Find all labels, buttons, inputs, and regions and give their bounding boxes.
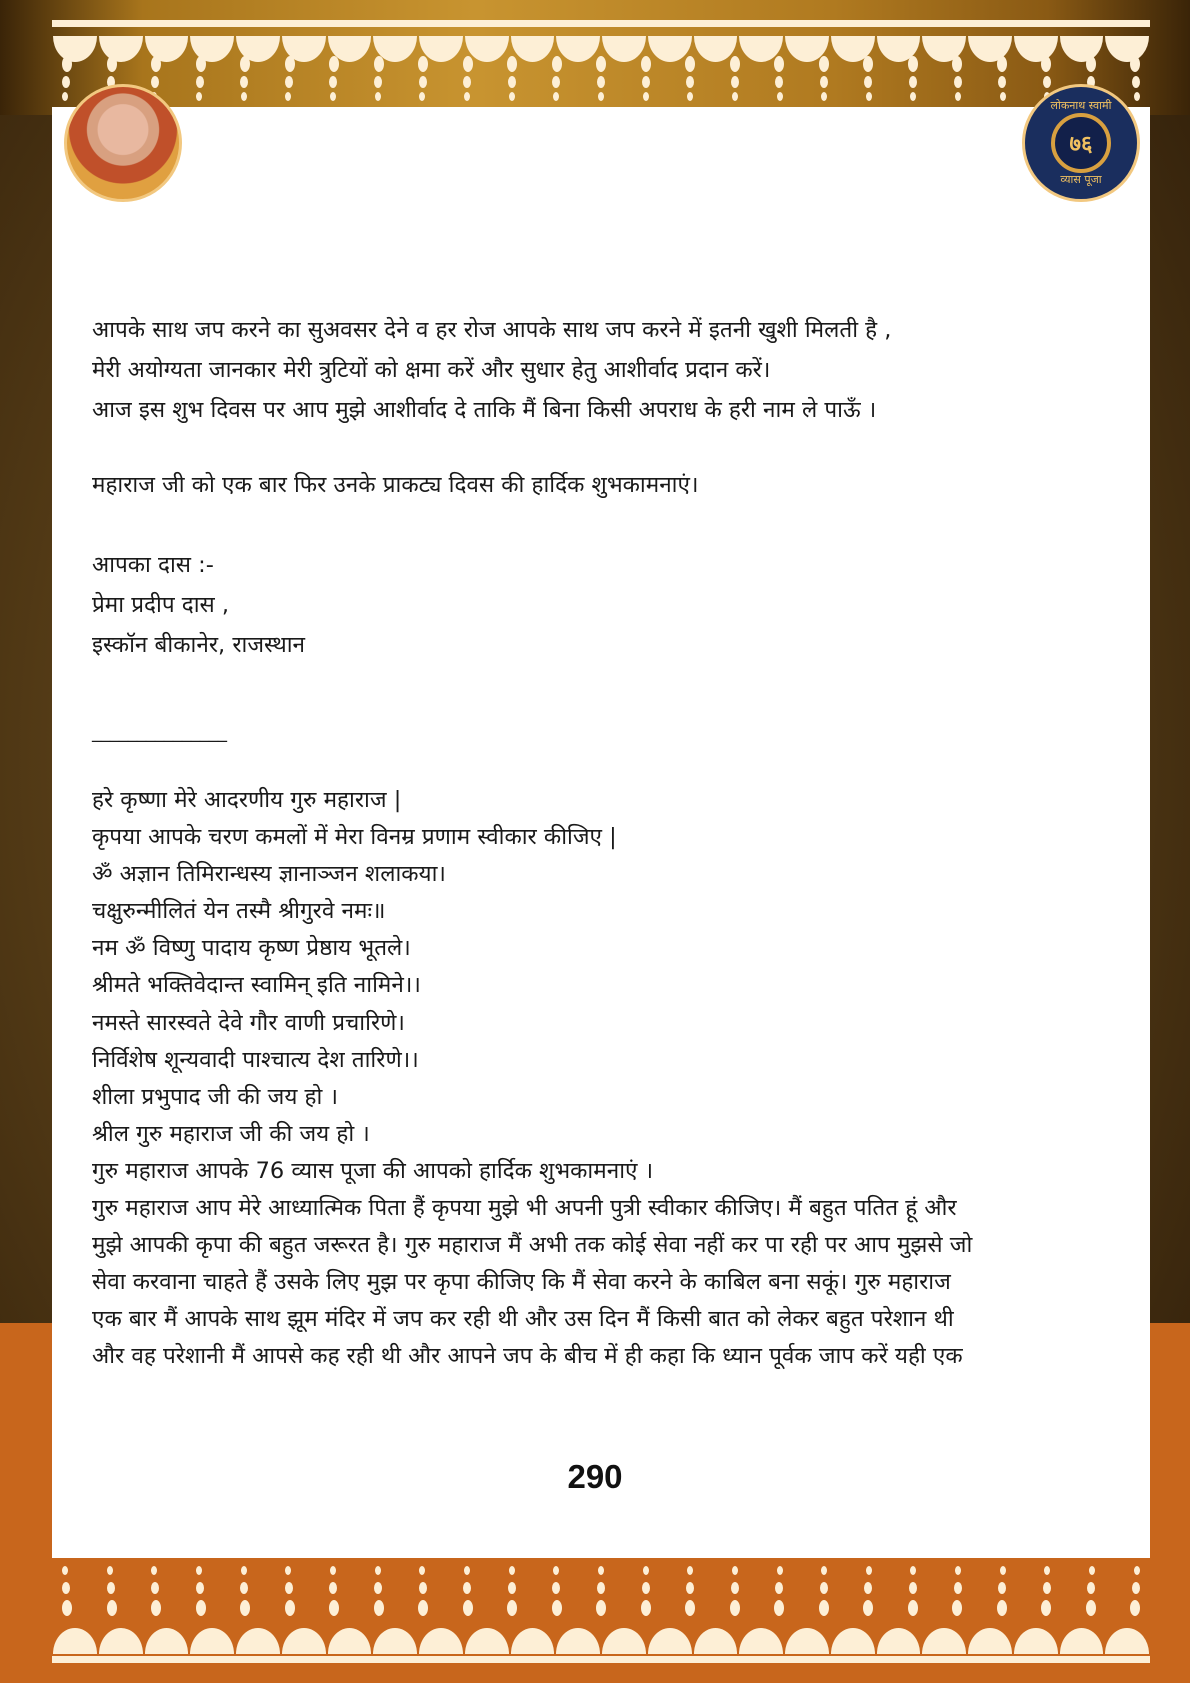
vyasa-puja-76-logo <box>1022 84 1140 202</box>
dot <box>732 1566 738 1575</box>
scallop <box>373 1628 417 1654</box>
letter1-signature <box>92 545 305 665</box>
dot <box>1087 1582 1095 1594</box>
dot <box>1130 1600 1140 1616</box>
dot <box>509 1566 515 1575</box>
top-dots-row <box>52 56 1150 72</box>
scallop <box>877 1628 921 1654</box>
dot <box>730 1600 740 1616</box>
dot <box>1132 1582 1140 1594</box>
dot <box>329 1600 339 1616</box>
scallop <box>602 1628 646 1654</box>
scallop <box>328 1628 372 1654</box>
dot <box>596 56 606 72</box>
dot <box>863 1600 873 1616</box>
dot <box>240 56 250 72</box>
dot <box>330 1566 336 1575</box>
dot <box>777 92 783 101</box>
dot <box>151 1566 157 1575</box>
dot <box>463 56 473 72</box>
dot <box>819 1600 829 1616</box>
dot <box>863 56 873 72</box>
dot <box>685 1600 695 1616</box>
dot <box>374 56 384 72</box>
top-dots-row <box>52 76 1150 88</box>
dot <box>1041 1600 1051 1616</box>
dot <box>419 76 427 88</box>
text-line: एक बार मैं आपके साथ झूम मंदिर में जप कर रही थी और उस दिन मैं किसी बात को लेकर बहुत परेशान थी <box>92 1306 954 1333</box>
dot <box>240 1582 248 1594</box>
dot <box>910 1566 916 1575</box>
dot <box>952 56 962 72</box>
dot <box>642 76 650 88</box>
scallop <box>1014 1628 1058 1654</box>
dot <box>597 76 605 88</box>
dot <box>821 1566 827 1575</box>
dot <box>732 92 738 101</box>
dot <box>997 1600 1007 1616</box>
dot <box>1044 1566 1050 1575</box>
dot <box>419 1582 427 1594</box>
dot <box>107 1582 115 1594</box>
dot <box>1134 92 1140 101</box>
dot <box>866 92 872 101</box>
dot <box>151 76 159 88</box>
dot <box>285 1600 295 1616</box>
dot <box>596 1600 606 1616</box>
scallop <box>419 1628 463 1654</box>
guru-portrait-avatar <box>64 84 182 202</box>
dot <box>821 92 827 101</box>
dot <box>1086 56 1096 72</box>
dot <box>775 76 783 88</box>
top-dots-row <box>52 92 1150 101</box>
dot <box>954 76 962 88</box>
dot <box>285 1566 291 1575</box>
text-line: आज इस शुभ दिवस पर आप मुझे आशीर्वाद दे ताकि मैं बिना किसी अपराध के हरी नाम ले पाऊँ । <box>92 397 877 423</box>
dot <box>151 1582 159 1594</box>
dot <box>954 1582 962 1594</box>
text-line: हरे कृष्णा मेरे आदरणीय गुरु महाराज | <box>92 787 402 813</box>
dot <box>107 1600 117 1616</box>
dot <box>998 1582 1006 1594</box>
dot <box>374 1582 382 1594</box>
scallop <box>556 1628 600 1654</box>
dot <box>196 1566 202 1575</box>
dot <box>464 92 470 101</box>
scallop <box>99 1628 143 1654</box>
text-line: ॐ अज्ञान तिमिरान्धस्य ज्ञानाञ्जन शलाकया। <box>92 861 446 888</box>
dot <box>241 1566 247 1575</box>
dot <box>685 56 695 72</box>
dot <box>1041 56 1051 72</box>
dot <box>508 76 516 88</box>
dot <box>1043 76 1051 88</box>
dot <box>1043 1582 1051 1594</box>
dot <box>643 1566 649 1575</box>
scallop <box>694 1628 738 1654</box>
section-separator: _______________ <box>92 722 227 743</box>
dot <box>955 92 961 101</box>
dot <box>642 1582 650 1594</box>
text-line: गुरु महाराज आप मेरे आध्यात्मिक पिता हैं कृपया मुझे भी अपनी पुत्री स्वीकार कीजिए। मैं बहुत पतित हूं और <box>92 1195 957 1222</box>
dot <box>196 76 204 88</box>
bottom-scallop-border <box>52 1628 1150 1654</box>
page-number: 290 <box>567 1458 623 1495</box>
scallop <box>1105 1628 1149 1654</box>
text-line: नम ॐ विष्णु पादाय कृष्ण प्रेष्ठाय भूतले। <box>92 935 411 962</box>
text-line: आपके साथ जप करने का सुअवसर देने व हर रोज आपके साथ जप करने में इतनी खुशी मिलती है , <box>92 317 892 343</box>
dot <box>820 76 828 88</box>
dot <box>107 1566 113 1575</box>
logo-text-bottom: व्यास पूजा <box>1060 173 1102 186</box>
bottom-dots-row <box>52 1566 1150 1575</box>
dot <box>997 56 1007 72</box>
dot <box>775 1582 783 1594</box>
text-line: नमस्ते सारस्वते देवे गौर वाणी प्रचारिणे। <box>92 1009 405 1036</box>
dot <box>597 1582 605 1594</box>
dot <box>552 76 560 88</box>
bottom-border-line <box>52 1656 1150 1663</box>
dot <box>240 1600 250 1616</box>
scallop <box>739 1628 783 1654</box>
text-line: श्रील गुरु महाराज जी की जय हो । <box>92 1120 370 1147</box>
dot <box>374 1600 384 1616</box>
dot <box>330 92 336 101</box>
dot <box>686 76 694 88</box>
dot <box>777 1566 783 1575</box>
scallop <box>53 1628 97 1654</box>
dot <box>375 92 381 101</box>
dot <box>62 76 70 88</box>
dot <box>955 1566 961 1575</box>
dot <box>819 56 829 72</box>
dot <box>864 1582 872 1594</box>
bottom-dots-row <box>52 1582 1150 1594</box>
text-line: और वह परेशानी मैं आपसे कह रही थी और आपने जप के बीच में ही कहा कि ध्यान पूर्वक जाप करें यही एक <box>92 1343 963 1370</box>
scallop <box>968 1628 1012 1654</box>
dot <box>329 56 339 72</box>
dot <box>1086 1600 1096 1616</box>
dot <box>329 1582 337 1594</box>
scallop <box>785 1628 829 1654</box>
scallop <box>190 1628 234 1654</box>
dot <box>687 92 693 101</box>
dot <box>107 56 117 72</box>
dot <box>329 76 337 88</box>
logo-number: ७६ <box>1051 113 1111 173</box>
dot <box>241 92 247 101</box>
dot <box>62 92 68 101</box>
dot <box>866 1566 872 1575</box>
scallop <box>236 1628 280 1654</box>
dot <box>196 56 206 72</box>
dot <box>552 56 562 72</box>
text-line: मुझे आपकी कृपा की बहुत जरूरत है। गुरु महाराज मैं अभी तक कोई सेवा नहीं कर पा रही पर आप मुझसे जो <box>92 1232 973 1259</box>
scallop <box>1060 1628 1104 1654</box>
dot <box>464 1566 470 1575</box>
dot <box>598 92 604 101</box>
dot <box>62 1582 70 1594</box>
text-line: श्रीमते भक्तिवेदान्त स्वामिन् इति नामिने।। <box>92 972 421 999</box>
dot <box>509 92 515 101</box>
text-line: सेवा करवाना चाहते हैं उसके लिए मुझ पर कृपा कीजिए कि मैं सेवा करने के काबिल बना सकूं। गुरु महाराज <box>92 1269 951 1296</box>
dot <box>952 1600 962 1616</box>
dot <box>1132 76 1140 88</box>
dot <box>686 1582 694 1594</box>
dot <box>419 92 425 101</box>
dot <box>909 1582 917 1594</box>
dot <box>774 1600 784 1616</box>
top-border-line <box>52 20 1150 27</box>
dot <box>418 56 428 72</box>
dot <box>641 1600 651 1616</box>
scallop <box>648 1628 692 1654</box>
text-line: चक्षुरुन्मीलितं येन तस्मै श्रीगुरवे नमः॥ <box>92 898 386 925</box>
dot <box>910 92 916 101</box>
dot <box>909 76 917 88</box>
letter2-body <box>92 782 972 1376</box>
signature-line: प्रेमा प्रदीप दास , <box>92 592 230 618</box>
dot <box>151 1600 161 1616</box>
dot <box>62 1600 72 1616</box>
dot <box>508 1582 516 1594</box>
dot <box>285 92 291 101</box>
scallop <box>145 1628 189 1654</box>
dot <box>62 1566 68 1575</box>
dot <box>375 1566 381 1575</box>
text-line: गुरु महाराज आपके 76 व्यास पूजा की आपको हार्दिक शुभकामनाएं । <box>92 1157 654 1184</box>
dot <box>641 56 651 72</box>
dot <box>598 1566 604 1575</box>
dot <box>731 76 739 88</box>
text-line: निर्विशेष शून्यवादी पाश्चात्य देश तारिणे।। <box>92 1046 419 1073</box>
dot <box>463 76 471 88</box>
dot <box>463 1600 473 1616</box>
dot <box>552 1582 560 1594</box>
dot <box>285 1582 293 1594</box>
dot <box>908 1600 918 1616</box>
dot <box>196 1582 204 1594</box>
dot <box>1130 56 1140 72</box>
dot <box>908 56 918 72</box>
dot <box>820 1582 828 1594</box>
scallop <box>511 1628 555 1654</box>
dot <box>240 76 248 88</box>
dot <box>374 76 382 88</box>
text-line: शीला प्रभुपाद जी की जय हो । <box>92 1083 338 1110</box>
scallop <box>465 1628 509 1654</box>
dot <box>419 1566 425 1575</box>
dot <box>998 76 1006 88</box>
dot <box>1000 92 1006 101</box>
letter1-paragraph <box>92 310 891 430</box>
dot <box>730 56 740 72</box>
dot <box>418 1600 428 1616</box>
letter1-greeting: महाराज जी को एक बार फिर उनके प्राकट्य दिवस की हार्दिक शुभकामनाएं। <box>92 472 699 498</box>
bottom-dots-row <box>52 1600 1150 1616</box>
dot <box>687 1566 693 1575</box>
signature-line: आपका दास :- <box>92 552 214 578</box>
dot <box>196 1600 206 1616</box>
signature-line: इस्कॉन बीकानेर, राजस्थान <box>92 632 306 658</box>
scallop <box>922 1628 966 1654</box>
logo-text-top: लोकनाथ स्वामी <box>1050 99 1112 112</box>
dot <box>1089 1566 1095 1575</box>
scallop <box>831 1628 875 1654</box>
dot <box>731 1582 739 1594</box>
dot <box>774 56 784 72</box>
dot <box>553 1566 559 1575</box>
dot <box>285 76 293 88</box>
dot <box>1134 1566 1140 1575</box>
text-line: कृपया आपके चरण कमलों में मेरा विनम्र प्रणाम स्वीकार कीजिए | <box>92 824 617 851</box>
dot <box>196 92 202 101</box>
dot <box>864 76 872 88</box>
dot <box>553 92 559 101</box>
text-line: मेरी अयोग्यता जानकार मेरी त्रुटियों को क्षमा करें और सुधार हेतु आशीर्वाद प्रदान करें। <box>92 357 771 383</box>
dot <box>285 56 295 72</box>
dot <box>1000 1566 1006 1575</box>
dot <box>552 1600 562 1616</box>
scallop <box>282 1628 326 1654</box>
dot <box>507 56 517 72</box>
dot <box>151 56 161 72</box>
dot <box>643 92 649 101</box>
dot <box>62 56 72 72</box>
dot <box>463 1582 471 1594</box>
dot <box>507 1600 517 1616</box>
